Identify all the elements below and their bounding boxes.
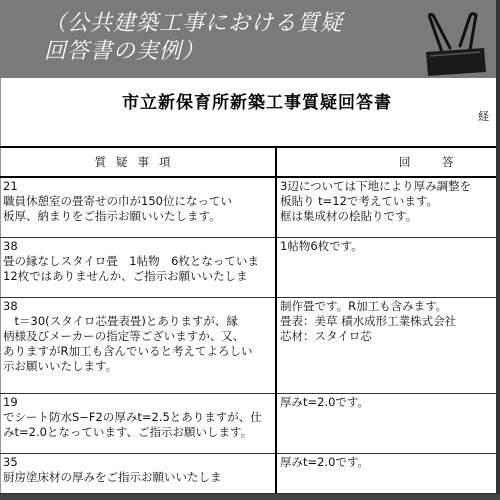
question-cell xyxy=(0,297,276,393)
answer-line: 厚みt=2.0です。 xyxy=(280,454,370,469)
answer-cell xyxy=(276,453,500,493)
question-line: 厨房塗床材の厚みをご指示お願いいたしま xyxy=(3,469,222,484)
question-cell xyxy=(0,453,276,493)
qa-row xyxy=(0,177,500,237)
answer-line: 厚みt=2.0です。 xyxy=(280,394,370,409)
binder-clip-icon xyxy=(420,12,490,78)
answer-cell xyxy=(276,237,500,297)
question-line: 12枚ではありませんか、ご指示お願いいたしま xyxy=(3,268,248,283)
corner-text: 経 xyxy=(478,110,489,123)
question-line: 38 xyxy=(3,298,18,313)
header-question: 質疑事項 xyxy=(0,147,276,177)
qa-row xyxy=(0,237,500,297)
question-line: 柄様及びメーカーの指定等ございますか、又、 xyxy=(3,328,245,343)
qa-header-row xyxy=(0,147,500,177)
question-line: 職員休憩室の畳寄せの巾が150位になってい xyxy=(3,194,232,208)
question-cell xyxy=(0,237,276,297)
question-line: 21 xyxy=(3,179,18,193)
answer-cell xyxy=(276,393,500,453)
answer-line: 3辺については下地により厚み調整を xyxy=(280,179,472,193)
answer-line: 制作畳です。R加工も含みます。 xyxy=(280,298,448,313)
question-line: みt=2.0となっています、ご指示お願いします。 xyxy=(3,424,253,439)
qa-table xyxy=(0,146,500,494)
question-cell xyxy=(0,177,276,237)
banner-title-line-1: （公共建築工事における質疑 xyxy=(44,11,344,36)
banner-title-line-2: 回答書の実例） xyxy=(44,39,206,64)
qa-row xyxy=(0,393,500,453)
question-line: 35 xyxy=(3,454,18,469)
document-title: 市立新保育所新築工事質疑回答書 xyxy=(122,93,392,113)
answer-line: 畳表：美草 積水成形工業株式会社 xyxy=(280,313,457,328)
header-answer: 回 答 xyxy=(276,147,500,177)
question-line: t＝30(スタイロ芯畳表畳)とありますが、縁 xyxy=(3,313,238,328)
question-line: ありますがR加工も含んでいると考えてよろしい xyxy=(3,343,253,358)
answer-cell xyxy=(276,297,500,393)
frame-right-edge xyxy=(496,0,500,500)
answer-line: 芯材：スタイロ芯 xyxy=(280,328,372,343)
question-line: 畳の縁なしスタイロ畳 1帖物 6枚となっていま xyxy=(3,253,259,268)
question-line: 板厚、納まりをご指示お願いいたします。 xyxy=(3,209,221,223)
title-banner xyxy=(0,0,500,78)
question-line: でシート防水S−F2の厚みt=2.5とありますが、仕 xyxy=(3,409,262,424)
frame-bottom-edge xyxy=(0,494,500,500)
answer-line: 框は集成材の桧貼りです。 xyxy=(280,209,418,223)
qa-row xyxy=(0,297,500,393)
answer-line: 1帖物6枚です。 xyxy=(280,238,363,253)
answer-cell xyxy=(276,177,500,237)
answer-line: 板貼り t=12で考えています。 xyxy=(280,194,439,208)
qa-body xyxy=(0,177,500,493)
question-line: 38 xyxy=(3,238,18,253)
question-line: 示お願いいたします。 xyxy=(3,358,118,373)
qa-row xyxy=(0,453,500,493)
question-line: 19 xyxy=(3,394,18,409)
banner-title xyxy=(44,10,414,66)
question-cell xyxy=(0,393,276,453)
